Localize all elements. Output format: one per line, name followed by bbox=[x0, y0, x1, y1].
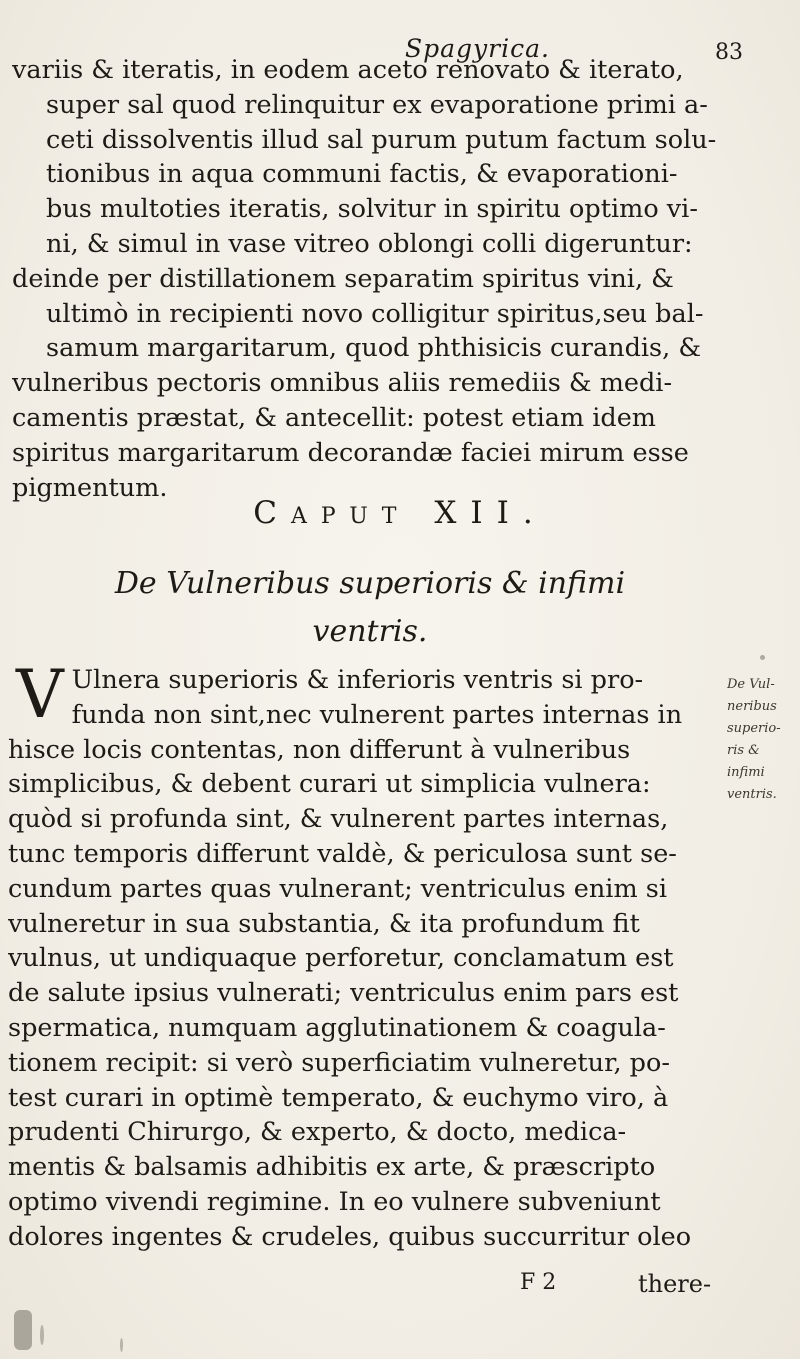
chapter-title bbox=[60, 560, 680, 656]
text-line: optimo vivendi regimine. In eo vulnere subveniunt bbox=[8, 1186, 661, 1217]
chapter-number: Caput XII. bbox=[253, 495, 547, 531]
text-line: de salute ipsius vulnerati; ventriculus enim pars est bbox=[8, 978, 679, 1009]
margin-note-line: infimi bbox=[727, 765, 765, 780]
ink-speck bbox=[40, 1325, 44, 1345]
paragraph-2 bbox=[8, 656, 724, 1256]
margin-note-line: superio- bbox=[727, 721, 781, 736]
text-line: dolores ingentes & crudeles, quibus succurritur oleo bbox=[8, 1221, 692, 1252]
ink-speck bbox=[120, 1338, 123, 1352]
text-line: simplicibus, & debent curari ut simplicia vulnera: bbox=[8, 769, 651, 800]
text-line: vulneribus pectoris omnibus aliis remediis & medi- bbox=[12, 368, 673, 399]
margin-note bbox=[727, 674, 797, 806]
text-line: camentis præstat, & antecellit: potest etiam idem bbox=[12, 402, 656, 433]
paragraph-1 bbox=[12, 53, 752, 505]
text-line: variis & iteratis, in eodem aceto renovato & iterato, bbox=[12, 55, 684, 85]
text-line: ceti dissolventis illud sal purum putum factum solu- bbox=[46, 124, 717, 155]
catchword: there- bbox=[638, 1270, 712, 1298]
text-line: ni, & simul in vase vitreo oblongi colli digeruntur: bbox=[46, 228, 693, 259]
text-line: funda non sint,nec vulnerent partes internas in bbox=[71, 699, 683, 730]
margin-note-line: neribus bbox=[727, 699, 777, 714]
text-line: hisce locis contentas, non differunt à vulneribus bbox=[8, 734, 631, 765]
ink-speck bbox=[760, 655, 765, 660]
text-line: vulneretur in sua substantia, & ita profundum fit bbox=[8, 908, 640, 939]
text-line: ultimò in recipienti novo colligitur spiritus,seu bal- bbox=[46, 298, 704, 329]
text-line: deinde per distillationem separatim spiritus vini, & bbox=[12, 263, 674, 294]
text-line: pigmentum. bbox=[12, 472, 168, 503]
chapter-title-line: De Vulneribus superioris & infimi bbox=[114, 566, 626, 601]
text-line: prudenti Chirurgo, & experto, & docto, medica- bbox=[8, 1117, 627, 1148]
drop-initial: V bbox=[16, 656, 64, 733]
margin-note-line: ris & bbox=[727, 743, 760, 758]
text-line: super sal quod relinquitur ex evaporatione primi a- bbox=[46, 89, 708, 120]
chapter-heading bbox=[0, 495, 800, 531]
text-line: vulnus, ut undiquaque perforetur, conclamatum est bbox=[8, 943, 674, 974]
signature-mark: F 2 bbox=[520, 1270, 557, 1295]
running-title: Spagyrica. bbox=[405, 34, 550, 63]
margin-note-line: De Vul- bbox=[727, 677, 775, 692]
text-line: cundum partes quas vulnerant; ventriculus enim si bbox=[8, 873, 667, 904]
text-line: quòd si profunda sint, & vulnerent partes internas, bbox=[8, 804, 669, 835]
text-line: Ulnera superioris & inferioris ventris si pro- bbox=[71, 665, 644, 695]
text-line: tunc temporis differunt valdè, & periculosa sunt se- bbox=[8, 838, 677, 869]
ink-speck bbox=[14, 1310, 32, 1350]
chapter-title-line: ventris. bbox=[312, 614, 428, 649]
text-line: bus multoties iteratis, solvitur in spiritu optimo vi- bbox=[46, 194, 698, 225]
text-line: mentis & balsamis adhibitis ex arte, & præscripto bbox=[8, 1152, 656, 1183]
margin-note-line: ventris. bbox=[727, 787, 777, 802]
page-number: 83 bbox=[715, 40, 743, 65]
text-line: test curari in optimè temperato, & euchymo viro, à bbox=[8, 1082, 669, 1113]
text-line: tionem recipit: si verò superficiatim vulneretur, po- bbox=[8, 1047, 670, 1078]
text-line: spermatica, numquam agglutinationem & coagula- bbox=[8, 1012, 666, 1043]
text-line: tionibus in aqua communi factis, & evaporationi- bbox=[46, 159, 678, 190]
text-line: spiritus margaritarum decorandæ faciei mirum esse bbox=[12, 437, 689, 468]
text-line: samum margaritarum, quod phthisicis curandis, & bbox=[46, 333, 702, 364]
